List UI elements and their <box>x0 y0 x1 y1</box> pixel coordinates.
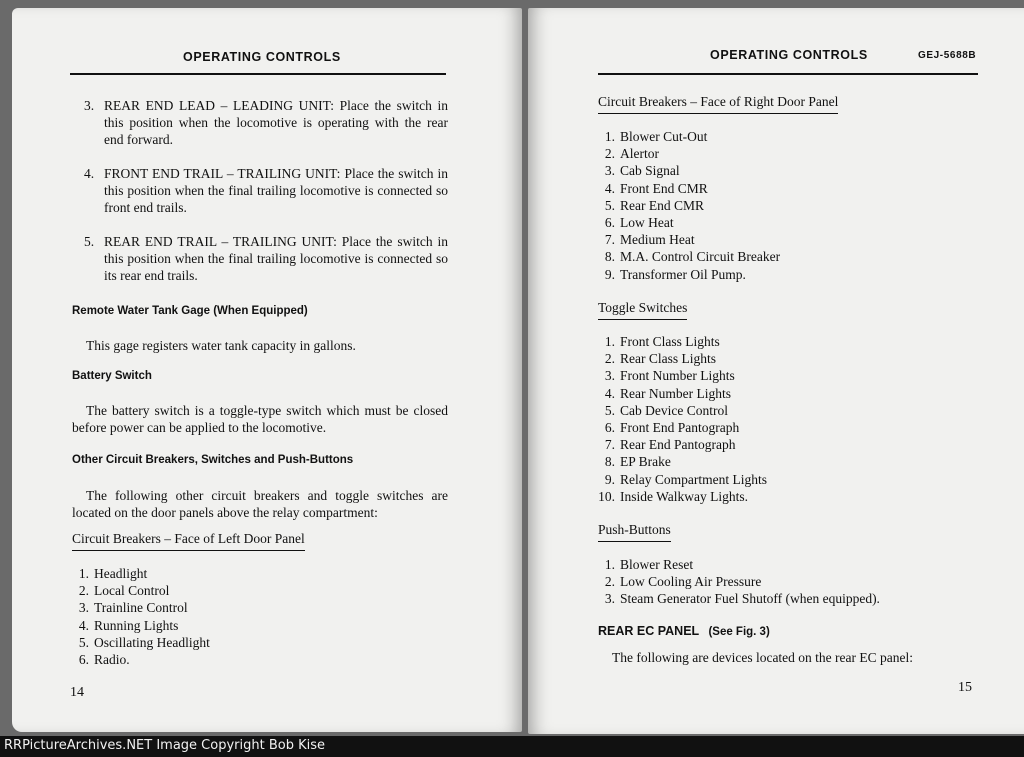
list-item <box>598 162 780 179</box>
list-item-label: Blower Reset <box>620 557 694 572</box>
list-item <box>598 471 767 488</box>
list-item-number: 2. <box>604 351 615 367</box>
list-item-number: 4. <box>78 617 89 633</box>
list-item <box>598 419 767 436</box>
right-page-header: OPERATING CONTROLS <box>710 48 868 62</box>
list-item-number: 3. <box>604 591 615 607</box>
list-item-label: EP Brake <box>620 454 671 470</box>
list-item-number: 1. <box>604 557 615 572</box>
other-breakers-heading: Other Circuit Breakers, Switches and Push-Buttons <box>72 454 354 466</box>
document-code: GEJ-5688B <box>918 50 977 61</box>
list-item-number: 4. <box>604 385 615 401</box>
list-item-label: Running Lights <box>94 617 179 633</box>
list-item-number: 6. <box>604 215 615 231</box>
list-item <box>72 617 210 634</box>
list-item <box>598 402 767 419</box>
list-item-label: Relay Compartment Lights <box>620 471 767 487</box>
rear-ec-panel-title: REAR EC PANEL <box>598 624 699 638</box>
rear-ec-figure-ref: (See Fig. 3) <box>708 626 770 638</box>
list-item <box>598 385 767 402</box>
list-item <box>598 436 767 453</box>
list-item-label: Rear Number Lights <box>620 385 731 401</box>
list-item-number: 1. <box>78 566 89 581</box>
list-item-label: Rear End CMR <box>620 197 704 213</box>
list-item <box>598 590 880 607</box>
list-item-number: 2. <box>604 146 615 162</box>
list-item-label: Medium Heat <box>620 232 695 248</box>
item-4-text: FRONT END TRAIL – TRAILING UNIT: Place the switch in this position when the final trailing locomotive is connected so front end trails. <box>104 166 448 215</box>
list-item-number: 8. <box>604 249 615 265</box>
list-item <box>72 634 210 651</box>
list-item-label: Transformer Oil Pump. <box>620 266 746 282</box>
list-item-number: 2. <box>604 574 615 590</box>
item-3-number: 3. <box>84 98 95 113</box>
list-item <box>598 180 780 197</box>
list-item <box>598 128 780 145</box>
list-item-number: 2. <box>78 583 89 599</box>
toggle-switches-list <box>598 333 767 505</box>
list-item-number: 5. <box>604 402 615 418</box>
list-item <box>72 651 210 668</box>
toggle-switches-heading: Toggle Switches <box>598 300 687 320</box>
push-buttons-heading: Push-Buttons <box>598 522 671 542</box>
list-item-number: 9. <box>604 471 615 487</box>
list-item-number: 10. <box>598 488 615 504</box>
other-breakers-text: The following other circuit breakers and toggle switches are located on the door panels above the relay compartment: <box>72 488 448 520</box>
list-item-number: 1. <box>604 129 615 144</box>
list-item <box>598 573 880 590</box>
list-item-label: Cab Device Control <box>620 402 728 418</box>
list-item-label: Rear Class Lights <box>620 351 716 367</box>
list-item-number: 3. <box>604 163 615 179</box>
list-item <box>598 145 780 162</box>
list-item-label: Oscillating Headlight <box>94 634 210 650</box>
water-tank-text: This gage registers water tank capacity in gallons. <box>86 338 356 353</box>
list-item-label: Trainline Control <box>94 600 188 616</box>
list-item-label: M.A. Control Circuit Breaker <box>620 249 781 265</box>
page-number-left: 14 <box>70 685 84 700</box>
list-item <box>72 565 210 582</box>
list-item-number: 3. <box>78 600 89 616</box>
item-3-text: REAR END LEAD – LEADING UNIT: Place the switch in this position when the locomotive is operating with the rear end forward. <box>104 98 448 147</box>
push-buttons-list <box>598 556 880 608</box>
list-item <box>598 556 880 573</box>
list-item <box>598 266 780 283</box>
list-item-label: Front End CMR <box>620 180 708 196</box>
left-door-panel-heading: Circuit Breakers – Face of Left Door Panel <box>72 531 305 551</box>
list-item-label: Radio. <box>94 652 130 668</box>
list-item <box>598 488 767 505</box>
left-door-panel-list <box>72 565 210 668</box>
list-item-label: Alertor <box>620 146 659 162</box>
list-item-number: 1. <box>604 334 615 349</box>
right-page <box>528 8 1024 734</box>
list-item-label: Blower Cut-Out <box>620 129 708 144</box>
list-item-number: 6. <box>604 420 615 436</box>
list-item <box>598 350 767 367</box>
right-header-rule <box>598 73 978 75</box>
rear-ec-panel-heading <box>598 624 770 638</box>
list-item <box>72 582 210 599</box>
list-item <box>598 248 780 265</box>
list-item <box>598 231 780 248</box>
left-header-rule <box>70 73 446 75</box>
list-item <box>72 599 210 616</box>
list-item-number: 6. <box>78 652 89 668</box>
list-item-number: 4. <box>604 180 615 196</box>
list-item-label: Local Control <box>94 583 170 599</box>
list-item-label: Inside Walkway Lights. <box>620 488 749 504</box>
list-item-number: 9. <box>604 266 615 282</box>
list-item-number: 5. <box>604 197 615 213</box>
list-item-label: Low Cooling Air Pressure <box>620 574 762 590</box>
list-item-number: 8. <box>604 454 615 470</box>
list-item <box>598 333 767 350</box>
left-page-header: OPERATING CONTROLS <box>183 50 341 64</box>
list-item-number: 3. <box>604 368 615 384</box>
list-item-number: 5. <box>78 634 89 650</box>
copyright-caption: RRPictureArchives.NET Image Copyright Bob Kise <box>4 738 325 753</box>
left-page <box>12 8 522 732</box>
list-item <box>598 453 767 470</box>
battery-switch-text: The battery switch is a toggle-type switch which must be closed before power can be applied to the locomotive. <box>72 403 448 435</box>
item-5-number: 5. <box>84 234 95 249</box>
list-item <box>598 197 780 214</box>
list-item-label: Steam Generator Fuel Shutoff (when equipped). <box>620 591 880 607</box>
item-4-number: 4. <box>84 166 95 181</box>
rear-ec-panel-text: The following are devices located on the rear EC panel: <box>612 650 914 665</box>
list-item-number: 7. <box>604 232 615 248</box>
list-item-number: 7. <box>604 437 615 453</box>
right-door-panel-heading: Circuit Breakers – Face of Right Door Panel <box>598 94 838 114</box>
list-item-label: Front Number Lights <box>620 368 735 384</box>
battery-switch-heading: Battery Switch <box>72 370 152 382</box>
copyright-caption-bar <box>0 736 1024 757</box>
list-item <box>598 214 780 231</box>
right-door-panel-list <box>598 128 780 283</box>
page-number-right: 15 <box>958 680 972 695</box>
list-item-label: Rear End Pantograph <box>620 437 736 453</box>
list-item <box>598 367 767 384</box>
list-item-label: Headlight <box>94 566 148 581</box>
water-tank-heading: Remote Water Tank Gage (When Equipped) <box>72 305 308 317</box>
list-item-label: Front End Pantograph <box>620 420 740 436</box>
list-item-label: Front Class Lights <box>620 334 720 349</box>
item-5-text: REAR END TRAIL – TRAILING UNIT: Place the switch in this position when the final trailing locomotive is connected so its rear end trails. <box>104 234 448 283</box>
list-item-label: Low Heat <box>620 215 674 231</box>
list-item-label: Cab Signal <box>620 163 680 179</box>
